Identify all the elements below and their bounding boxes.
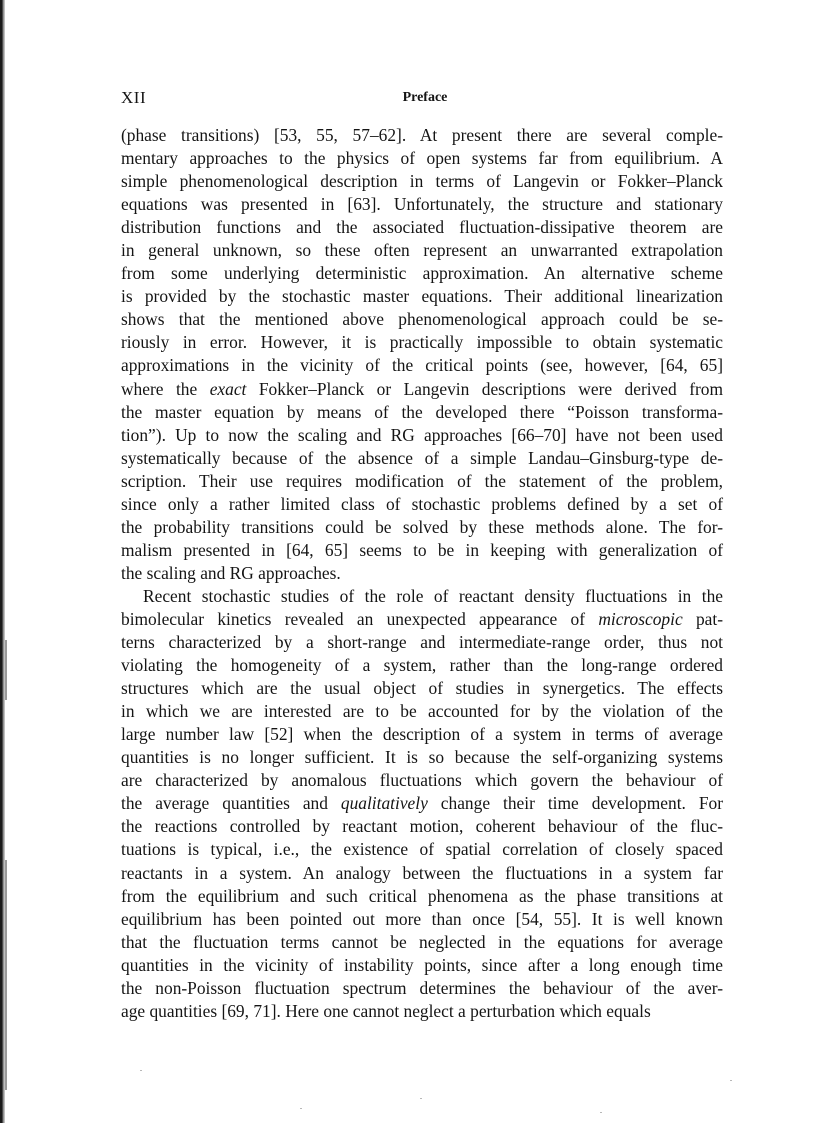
text-line — [121, 654, 723, 677]
text-line — [121, 931, 723, 954]
text-run: mentary approaches to the physics of open systems far from equilibrium. A — [121, 148, 723, 169]
text-line — [121, 862, 723, 885]
text-run: systematically because of the absence of a simple Landau–Ginsburg-type de- — [121, 447, 723, 468]
text-run: from some underlying deterministic approximation. An alternative scheme — [121, 263, 723, 284]
text-run: the master equation by means of the developed there “Poisson transforma- — [121, 401, 723, 422]
text-run: the non-Poisson fluctuation spectrum determines the behaviour of the aver- — [121, 977, 723, 998]
text-run: distribution functions and the associated fluctuation-dissipative theorem are — [121, 217, 723, 238]
text-run: reactants in a system. An analogy between the fluctuations in a system far — [121, 862, 723, 883]
text-line — [121, 447, 723, 470]
text-line — [121, 885, 723, 908]
text-run: since only a rather limited class of stochastic problems defined by a set of — [121, 493, 723, 514]
text-run: malism presented in [64, 65] seems to be in keeping with generalization of — [121, 539, 723, 560]
text-run: is provided by the stochastic master equations. Their additional linearization — [121, 286, 723, 307]
text-run: riously in error. However, it is practically impossible to obtain systematic — [121, 332, 723, 353]
text-line — [121, 539, 723, 562]
text-run: that the fluctuation terms cannot be neglected in the equations for average — [121, 931, 723, 952]
text-run: structures which are the usual object of studies in synergetics. The effects — [121, 678, 723, 699]
text-run: in which we are interested are to be accounted for by the violation of the — [121, 701, 723, 722]
text-run: where the — [121, 378, 210, 399]
text-line — [121, 723, 723, 746]
text-run: are characterized by anomalous fluctuations which govern the behaviour of — [121, 770, 723, 791]
text-run: violating the homogeneity of a system, rather than the long-range ordered — [121, 655, 723, 676]
text-run: bimolecular kinetics revealed an unexpected appearance of — [121, 608, 599, 629]
text-line — [121, 1000, 723, 1023]
text-line — [121, 954, 723, 977]
text-run: tion”). Up to now the scaling and RG approaches [66–70] have not been used — [121, 424, 723, 445]
text-line — [121, 308, 723, 331]
text-line — [121, 124, 723, 147]
text-line — [121, 792, 723, 815]
scan-speck — [300, 1108, 302, 1109]
text-run: pat- — [682, 608, 723, 629]
text-line — [121, 700, 723, 723]
text-line — [121, 769, 723, 792]
emphasized-word: qualitatively — [340, 793, 428, 814]
text-run: (phase transitions) [53, 55, 57–62]. At present there are several comple- — [121, 125, 723, 145]
text-line — [121, 285, 723, 308]
text-run: large number law [52] when the description of a system in terms of average — [121, 724, 723, 745]
scan-speck — [140, 1070, 142, 1071]
text-line — [121, 677, 723, 700]
body-text — [121, 124, 723, 1023]
text-line — [121, 815, 723, 838]
text-run: from the equilibrium and such critical phenomena as the phase transitions at — [121, 885, 723, 906]
spine-scan-mark — [5, 640, 7, 700]
text-line — [121, 746, 723, 769]
text-run: the average quantities and — [121, 793, 341, 814]
text-line — [121, 516, 723, 539]
text-line — [121, 354, 723, 377]
text-line — [121, 170, 723, 193]
text-line — [121, 562, 723, 585]
text-line — [121, 378, 723, 401]
text-line — [121, 147, 723, 170]
text-line — [121, 193, 723, 216]
text-line — [121, 631, 723, 654]
text-run: the probability transitions could be solved by these methods alone. The for- — [121, 516, 723, 537]
text-run: age quantities [69, 71]. Here one cannot neglect a perturbation which equals — [121, 1000, 651, 1021]
text-run: quantities in the vicinity of instability points, since after a long enough time — [121, 954, 723, 975]
text-run: simple phenomenological description in terms of Langevin or Fokker–Planck — [121, 171, 723, 192]
text-line — [121, 585, 723, 608]
text-line — [121, 838, 723, 861]
text-line — [121, 470, 723, 493]
text-line — [121, 608, 723, 631]
text-line — [121, 424, 723, 447]
text-line — [121, 262, 723, 285]
emphasized-word: microscopic — [598, 608, 683, 629]
text-run: the scaling and RG approaches. — [121, 562, 341, 583]
text-run: Fokker–Planck or Langevin descriptions were derived from — [246, 378, 723, 399]
spine-scan-mark — [5, 860, 7, 1090]
text-run: the reactions controlled by reactant motion, coherent behaviour of the fluc- — [121, 816, 723, 837]
scan-speck — [600, 1112, 602, 1113]
text-line — [121, 493, 723, 516]
text-run: equations was presented in [63]. Unfortunately, the structure and stationary — [121, 194, 723, 215]
text-run: terns characterized by a short-range and intermediate-range order, thus not — [121, 632, 723, 653]
text-run: approximations in the vicinity of the critical points (see, however, [64, 65] — [121, 355, 723, 376]
page-header — [121, 88, 723, 112]
text-run: equilibrium has been pointed out more than once [54, 55]. It is well known — [121, 908, 723, 929]
text-run: in general unknown, so these often represent an unwarranted extrapolation — [121, 240, 723, 261]
text-line — [121, 331, 723, 354]
text-line — [121, 908, 723, 931]
text-line — [121, 977, 723, 1000]
text-run: tuations is typical, i.e., the existence of spatial correlation of closely spaced — [121, 839, 723, 860]
text-line — [121, 401, 723, 424]
text-run: shows that the mentioned above phenomenological approach could be se- — [121, 309, 723, 330]
scan-speck — [420, 1098, 422, 1099]
text-run: change their time development. For — [427, 793, 723, 814]
text-run: scription. Their use requires modification of the statement of the problem, — [121, 470, 723, 491]
text-run: Recent stochastic studies of the role of reactant density fluctuations in the — [143, 585, 723, 606]
running-title: Preface — [402, 90, 448, 105]
page-number: XII — [121, 88, 147, 107]
emphasized-word: exact — [209, 378, 247, 399]
text-run: quantities is no longer sufficient. It is so because the self-organizing systems — [121, 747, 723, 768]
text-line — [121, 216, 723, 239]
scan-speck — [730, 1080, 732, 1081]
text-line — [121, 239, 723, 262]
